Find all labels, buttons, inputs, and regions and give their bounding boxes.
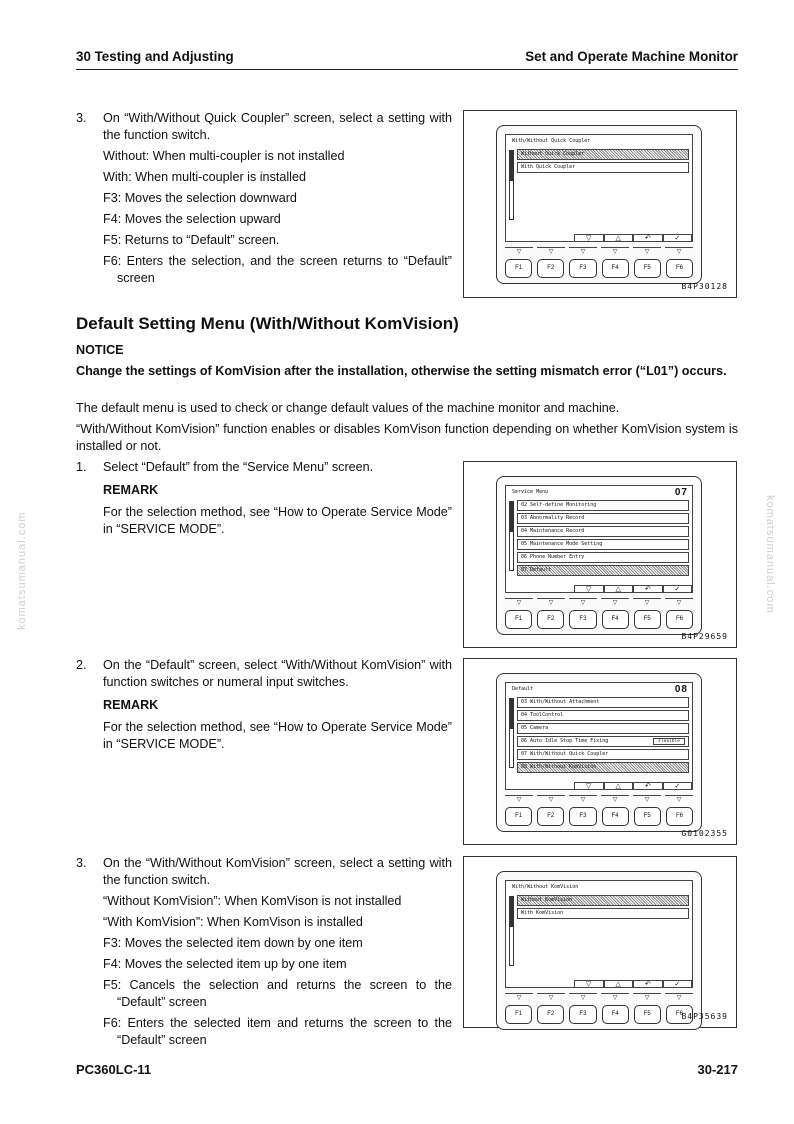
menu-list [517, 697, 689, 775]
down-arrow-icon: ▽ [633, 795, 661, 803]
screen-title: Default [512, 686, 534, 692]
figure-code: B4P30128 [681, 282, 728, 291]
menu-item[interactable]: 07 With/Without Quick Coupler [517, 749, 689, 760]
softkey-guide: ↶ [633, 980, 663, 988]
arrow-row [505, 795, 693, 803]
function-key-row [505, 259, 693, 278]
down-arrow-icon: ▽ [537, 795, 565, 803]
step-text: Select “Default” from the “Service Menu” screen. [103, 460, 374, 474]
machine-monitor [496, 125, 702, 284]
menu-item[interactable]: 03 With/Without Attachment [517, 697, 689, 708]
step-text: On “With/Without Quick Coupler” screen, select a setting with the function switch. [103, 111, 452, 142]
down-arrow-icon: ▽ [537, 247, 565, 255]
scrollbar[interactable] [509, 150, 514, 220]
down-arrow-icon: ▽ [665, 247, 693, 255]
down-arrow-icon: ▽ [633, 247, 661, 255]
step-option: F5: Returns to “Default” screen. [103, 233, 280, 247]
down-arrow-icon: ▽ [537, 993, 565, 1001]
intro-paragraph: The default menu is used to check or change default values of the machine monitor and machine. [76, 401, 620, 415]
softkey-guide-bar [574, 585, 692, 593]
function-key-f6[interactable]: F6 [666, 259, 693, 278]
step-option: “With KomVision”: When KomVison is installed [103, 915, 363, 929]
function-key-f5[interactable]: F5 [634, 807, 661, 826]
menu-item[interactable]: 03 Abnormality Record [517, 513, 689, 524]
down-arrow-icon: ▽ [569, 795, 597, 803]
screen-title: With/Without KomVision [512, 884, 579, 890]
notice-label: NOTICE [76, 343, 124, 357]
function-key-row [505, 807, 693, 826]
menu-item[interactable]: 07 Default [517, 565, 689, 576]
machine-monitor [496, 673, 702, 832]
function-key-f2[interactable]: F2 [537, 1005, 564, 1024]
softkey-guide-bar [574, 234, 692, 242]
softkey-guide: ↶ [633, 585, 663, 593]
down-arrow-icon: ▽ [601, 247, 629, 255]
notice-text: Change the settings of KomVision after the installation, otherwise the setting mismatch error (“L01”) occurs. [76, 364, 727, 378]
screen-code: 08 [674, 684, 688, 695]
figure-code: G0102355 [681, 829, 728, 838]
softkey-guide: ✓ [663, 585, 693, 593]
section-heading: Default Setting Menu (With/Without KomVision) [76, 314, 459, 333]
down-arrow-icon: ▽ [601, 795, 629, 803]
machine-monitor [496, 476, 702, 635]
arrow-row [505, 993, 693, 1001]
monitor-screen [505, 134, 693, 242]
function-key-f2[interactable]: F2 [537, 610, 564, 629]
down-arrow-icon: ▽ [633, 598, 661, 606]
down-arrow-icon: ▽ [665, 598, 693, 606]
function-key-f1[interactable]: F1 [505, 259, 532, 278]
softkey-guide: ✓ [663, 782, 693, 790]
remark-text: For the selection method, see “How to Operate Service Mode” in “SERVICE MODE”. [103, 720, 452, 751]
down-arrow-icon: ▽ [505, 247, 533, 255]
menu-item[interactable]: With Quick Coupler [517, 162, 689, 173]
softkey-guide: ▽ [574, 585, 604, 593]
figure-komvision-screen [463, 856, 737, 1028]
menu-item[interactable]: 06 Phone Number Entry [517, 552, 689, 563]
function-key-f4[interactable]: F4 [602, 1005, 629, 1024]
step-text: On the “With/Without KomVision” screen, select a setting with the function switch. [103, 856, 452, 887]
step-option: F4: Moves the selection upward [103, 212, 281, 226]
softkey-guide: ▽ [574, 234, 604, 242]
down-arrow-icon: ▽ [665, 795, 693, 803]
menu-item[interactable]: 04 Maintenance Record [517, 526, 689, 537]
down-arrow-icon: ▽ [505, 795, 533, 803]
down-arrow-icon: ▽ [505, 993, 533, 1001]
menu-list [517, 500, 689, 578]
function-key-f6[interactable]: F6 [666, 610, 693, 629]
figure-code: B4P29659 [681, 632, 728, 641]
softkey-guide: △ [604, 585, 634, 593]
softkey-guide: ▽ [574, 782, 604, 790]
scrollbar[interactable] [509, 698, 514, 768]
function-key-f5[interactable]: F5 [634, 259, 661, 278]
down-arrow-icon: ▽ [569, 247, 597, 255]
screen-title: Service Menu [512, 489, 549, 495]
softkey-guide: ✓ [663, 980, 693, 988]
step-number: 1. [76, 460, 87, 474]
function-key-row [505, 610, 693, 629]
step-text: On the “Default” screen, select “With/Without KomVision” with function switches or numeral input switches. [103, 658, 452, 689]
monitor-screen [505, 682, 693, 790]
function-key-f4[interactable]: F4 [602, 259, 629, 278]
chapter-title: 30 Testing and Adjusting [76, 49, 234, 64]
function-key-f3[interactable]: F3 [569, 1005, 596, 1024]
function-key-f4[interactable]: F4 [602, 807, 629, 826]
menu-item[interactable]: 04 ToolControl [517, 710, 689, 721]
monitor-screen [505, 880, 693, 988]
step-option: F5: Cancels the selection and returns the screen to the “Default” screen [103, 978, 452, 1009]
menu-item[interactable]: Without Quick Coupler [517, 149, 689, 160]
step-number: 2. [76, 658, 87, 672]
menu-item[interactable]: 05 Maintenance Mode Setting [517, 539, 689, 550]
page-footer [76, 1062, 738, 1082]
watermark-right: komatsumanual.com [764, 495, 776, 614]
section-title: Set and Operate Machine Monitor [525, 49, 738, 64]
step-number: 3. [76, 856, 87, 870]
step-option: With: When multi-coupler is installed [103, 170, 306, 184]
arrow-row [505, 247, 693, 255]
menu-item[interactable]: 02 Self-define Monitoring [517, 500, 689, 511]
screen-code: 07 [674, 487, 688, 498]
down-arrow-icon: ▽ [569, 993, 597, 1001]
arrow-row [505, 598, 693, 606]
step-option: F3: Moves the selection downward [103, 191, 297, 205]
softkey-guide: ✓ [663, 234, 693, 242]
softkey-guide: △ [604, 782, 634, 790]
step-option: F6: Enters the selected item and returns the screen to the “Default” screen [103, 1016, 452, 1047]
function-key-f3[interactable]: F3 [569, 807, 596, 826]
function-key-f4[interactable]: F4 [602, 610, 629, 629]
figure-default-screen [463, 658, 737, 845]
step-number: 3. [76, 111, 87, 125]
softkey-guide: ↶ [633, 782, 663, 790]
remark-label: REMARK [103, 698, 159, 712]
step-option: F4: Moves the selected item up by one item [103, 957, 347, 971]
softkey-guide: ↶ [633, 234, 663, 242]
watermark-left: komatsumanual.com [16, 511, 28, 630]
menu-item[interactable]: 08 With/Without KomVision [517, 762, 689, 773]
menu-item[interactable]: With KomVision [517, 908, 689, 919]
function-key-f3[interactable]: F3 [569, 259, 596, 278]
softkey-guide: △ [604, 234, 634, 242]
function-key-f2[interactable]: F2 [537, 807, 564, 826]
screen-title: With/Without Quick Coupler [512, 138, 591, 144]
function-key-f5[interactable]: F5 [634, 1005, 661, 1024]
down-arrow-icon: ▽ [601, 993, 629, 1001]
menu-item[interactable]: 05 Camera [517, 723, 689, 734]
down-arrow-icon: ▽ [505, 598, 533, 606]
page-number: 30-217 [697, 1062, 738, 1077]
setting-value-badge: Flexible [653, 738, 685, 745]
remark-text: For the selection method, see “How to Operate Service Mode” in “SERVICE MODE”. [103, 505, 452, 536]
down-arrow-icon: ▽ [537, 598, 565, 606]
down-arrow-icon: ▽ [633, 993, 661, 1001]
function-key-f6[interactable]: F6 [666, 807, 693, 826]
softkey-guide-bar [574, 782, 692, 790]
menu-list [517, 895, 689, 921]
function-key-f1[interactable]: F1 [505, 807, 532, 826]
softkey-guide-bar [574, 980, 692, 988]
scrollbar[interactable] [509, 896, 514, 966]
step-option: F3: Moves the selected item down by one item [103, 936, 363, 950]
down-arrow-icon: ▽ [569, 598, 597, 606]
scrollbar[interactable] [509, 501, 514, 571]
step-option: “Without KomVision”: When KomVison is not installed [103, 894, 402, 908]
menu-item[interactable]: Without KomVision [517, 895, 689, 906]
figure-service-menu-screen [463, 461, 737, 648]
menu-list [517, 149, 689, 175]
function-key-row [505, 1005, 693, 1024]
softkey-guide: ▽ [574, 980, 604, 988]
monitor-screen [505, 485, 693, 593]
machine-monitor [496, 871, 702, 1030]
step-option: Without: When multi-coupler is not installed [103, 149, 345, 163]
down-arrow-icon: ▽ [601, 598, 629, 606]
step-option: F6: Enters the selection, and the screen returns to “Default” screen [103, 254, 452, 285]
function-key-f1[interactable]: F1 [505, 1005, 532, 1024]
intro-paragraph-2: “With/Without KomVision” function enables or disables KomVison function depending on whether KomVision system is installed or not. [76, 422, 738, 453]
figure-quick-coupler-screen [463, 110, 737, 298]
menu-item[interactable]: 06 Auto Idle Stop Time Fixing Flexible [517, 736, 689, 747]
remark-label: REMARK [103, 483, 159, 497]
page-header [76, 48, 738, 70]
function-key-f1[interactable]: F1 [505, 610, 532, 629]
function-key-f2[interactable]: F2 [537, 259, 564, 278]
function-key-f5[interactable]: F5 [634, 610, 661, 629]
down-arrow-icon: ▽ [665, 993, 693, 1001]
softkey-guide: △ [604, 980, 634, 988]
figure-code: B4P35639 [681, 1012, 728, 1021]
function-key-f6[interactable]: F6 [666, 1005, 693, 1024]
model-number: PC360LC-11 [76, 1062, 152, 1077]
function-key-f3[interactable]: F3 [569, 610, 596, 629]
